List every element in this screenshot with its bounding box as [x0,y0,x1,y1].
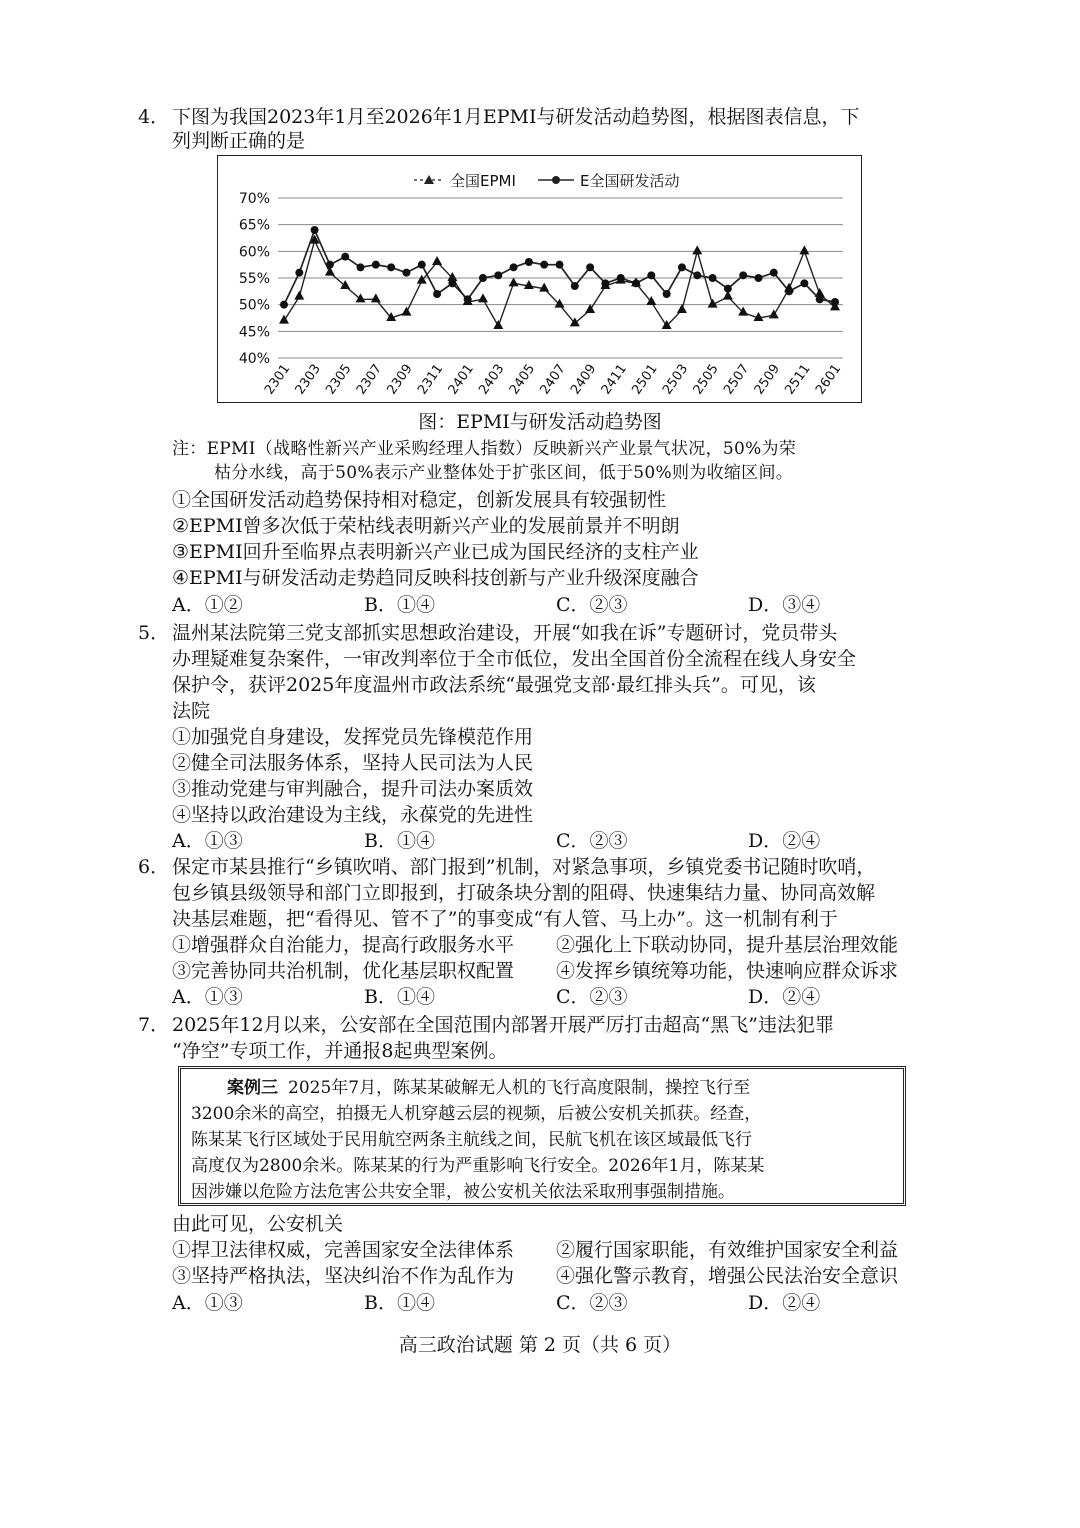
x-tick-label: 2503 [659,361,692,398]
q5-stem-line2: 办理疑难复杂案件，一审改判率位于全市低位，发出全国首份全流程在线人身安全 [172,648,857,670]
rd-point [693,271,701,279]
q7-stem-line1: 2025年12月以来，公安部在全国范围内部署开展严厉打击超高“黑飞”违法犯罪 [172,1014,834,1036]
epmi-point [524,280,534,289]
y-tick-label: 55% [238,271,270,287]
q5-stem-line3: 保护令，获评2025年度温州市政法系统“最强党支部·最红排头兵”。可见，该 [172,674,816,696]
q6-option-d[interactable]: D．②④ [748,986,821,1008]
q6-option-b[interactable]: B．①④ [364,986,435,1008]
rd-point [601,279,609,287]
epmi-chart [217,155,862,403]
rd-point [540,261,548,269]
q4-note-line2: 枯分水线，高于50%表示产业整体处于扩张区间，低于50%则为收缩区间。 [214,463,794,483]
q5-options [172,828,872,854]
case-line-3: 陈某某飞行区域处于民用航空两条主航线之间，民航飞机在该区域最低飞行 [191,1130,752,1150]
rd-point [831,298,839,306]
rd-point [402,269,410,277]
rd-point [418,261,426,269]
epmi-point [478,293,488,302]
epmi-series-line [284,241,835,326]
rd-point [433,290,441,298]
q6-stem-line1: 保定市某县推行“乡镇吹哨、部门报到”机制，对紧急事项，乡镇党委书记随时吹哨， [172,856,876,878]
epmi-point [356,293,366,302]
x-tick-label: 2307 [353,361,386,398]
rd-point [647,271,655,279]
q7-number: 7． [138,1014,170,1036]
rd-point [617,274,625,282]
q5-number: 5． [138,622,170,644]
epmi-point [294,291,304,300]
y-tick-label: 50% [238,297,270,314]
q4-option-c[interactable]: C．②③ [556,594,628,616]
q7-options [172,1290,872,1316]
q4-stem-line1: 下图为我国2023年1月至2026年1月EPMI与研发活动趋势图，根据图表信息，下 [172,106,860,128]
x-tick-label: 2401 [445,361,477,398]
x-tick-label: 2511 [782,361,814,398]
x-tick-label: 2411 [598,361,630,398]
q7-option-a[interactable]: A．①③ [172,1292,243,1314]
epmi-point [401,307,411,316]
case-box [178,1066,906,1206]
chart-caption: 图：EPMI与研发活动趋势图 [418,411,662,433]
page-footer: 高三政治试题 第 2 页（共 6 页） [398,1334,682,1356]
rd-point [494,271,502,279]
y-tick-label: 70% [238,191,270,207]
q6-options [172,984,872,1010]
x-tick-label: 2405 [506,361,539,398]
q6-statement-2: ②强化上下联动协同，提升基层治理效能 [556,934,899,956]
y-tick-label: 65% [238,217,270,234]
rd-point [510,263,518,271]
epmi-point [769,309,779,318]
epmi-point [371,293,381,302]
x-tick-label: 2505 [690,361,722,398]
case-title: 案例三 [227,1078,278,1098]
epmi-point [493,320,503,329]
legend-rd-label: E全国研发活动 [580,172,680,190]
q7-option-c[interactable]: C．②③ [556,1292,628,1314]
q5-statement-4: ④坚持以政治建设为主线，永葆党的先进性 [172,804,534,826]
q7-option-d[interactable]: D．②④ [748,1292,821,1314]
rd-point [632,279,640,287]
rd-point [357,263,365,271]
q4-note-line1: 注：EPMI（战略性新兴产业采购经理人指数）反映新兴产业景气状况，50%为荣 [172,439,797,459]
q7-statement-1: ①捍卫法律权威，完善国家安全法律体系 [172,1239,515,1261]
q4-number: 4． [138,106,170,128]
q6-option-a[interactable]: A．①③ [172,986,243,1008]
rd-point [739,271,747,279]
epmi-point [509,277,519,286]
x-tick-label: 2509 [751,361,784,398]
q4-statement-4: ④EPMI与研发活动走势趋同反映科技创新与产业升级深度融合 [172,567,699,589]
rd-point [678,263,686,271]
rd-point [295,269,303,277]
rd-point [770,269,778,277]
x-tick-label: 2305 [323,361,355,398]
q4-option-a[interactable]: A．①② [172,594,243,616]
epmi-chart-svg [218,156,860,401]
rd-point [709,274,717,282]
x-tick-label: 2409 [568,361,600,398]
q5-option-c[interactable]: C．②③ [556,830,628,852]
rd-point [479,274,487,282]
case-text-1: 2025年7月，陈某某破解无人机的飞行高度限制，操控飞行至 [288,1078,751,1098]
x-tick-label: 2311 [415,361,447,398]
rd-point [525,258,533,266]
epmi-point [677,304,687,313]
rd-point [586,263,594,271]
q4-option-d[interactable]: D．③④ [748,594,821,616]
rd-point [464,295,472,303]
epmi-point [692,245,702,254]
q6-number: 6． [138,856,170,878]
epmi-point [432,256,442,265]
q7-option-b[interactable]: B．①④ [364,1292,435,1314]
q6-statement-1: ①增强群众自治能力，提高行政服务水平 [172,934,515,956]
q7-statement-2: ②履行国家职能，有效维护国家安全利益 [556,1239,899,1261]
rd-point [785,287,793,295]
epmi-point [799,245,809,254]
epmi-point [539,283,549,292]
rd-point [800,279,808,287]
epmi-point [555,299,565,308]
q6-stem-line2: 包乡镇县级领导和部门立即报到，打破条块分割的阻碍、快速集结力量、协同高效解 [172,882,876,904]
rd-point [724,285,732,293]
y-tick-label: 45% [238,324,270,341]
x-tick-label: 2303 [292,361,324,398]
epmi-point [340,280,350,289]
case-line-2: 3200余米的高空，拍摄无人机穿越云层的视频，后被公安机关抓获。经查， [191,1104,762,1124]
x-tick-label: 2501 [629,361,661,398]
q5-statement-2: ②健全司法服务体系，坚持人民司法为人民 [172,752,534,774]
x-tick-label: 2407 [537,361,569,398]
q6-option-c[interactable]: C．②③ [556,986,628,1008]
q4-statement-2: ②EPMI曾多次低于荣枯线表明新兴产业的发展前景并不明朗 [172,515,680,537]
x-tick-label: 2403 [476,361,508,398]
rd-point [663,290,671,298]
q4-option-b[interactable]: B．①④ [364,594,435,616]
q6-statement-4: ④发挥乡镇统筹功能，快速响应群众诉求 [556,960,899,982]
rd-point [326,261,334,269]
rd-point [311,226,319,234]
y-tick-label: 40% [238,351,270,367]
q7-lead: 由此可见，公安机关 [172,1213,344,1235]
rd-point [387,263,395,271]
rd-point [571,282,579,290]
x-tick-label: 2309 [384,361,416,398]
x-tick-label: 2301 [262,361,294,398]
rd-point [556,261,564,269]
q4-stem-line2: 列判断正确的是 [172,130,306,152]
q6-stem-line3: 决基层难题，把“看得见、管不了”的事变成“有人管、马上办”。这一机制有利于 [172,908,838,930]
q5-stem-line4: 法院 [172,700,211,722]
q5-option-a[interactable]: A．①③ [172,830,243,852]
rd-point [816,295,824,303]
rd-point [754,274,762,282]
rd-point [448,279,456,287]
x-tick-label: 2507 [721,361,753,398]
q4-options [172,592,872,618]
rd-point [280,301,288,309]
q5-statement-1: ①加强党自身建设，发挥党员先锋模范作用 [172,726,534,748]
case-line-1 [191,1075,893,1101]
q4-statement-3: ③EPMI回升至临界点表明新兴产业已成为国民经济的支柱产业 [172,541,699,563]
y-tick-label: 60% [238,244,270,261]
q5-statement-3: ③推动党建与审判融合，提升司法办案质效 [172,778,534,800]
q4-statement-1: ①全国研发活动趋势保持相对稳定，创新发展具有较强韧性 [172,489,667,511]
x-tick-label: 2601 [813,361,845,398]
q7-statement-3: ③坚持严格执法，坚决纠治不作为乱作为 [172,1265,515,1287]
rd-point [372,261,380,269]
q5-option-b[interactable]: B．①④ [364,830,435,852]
q6-statement-3: ③完善协同共治机制，优化基层职权配置 [172,960,515,982]
rd-point [341,253,349,261]
q5-stem-line1: 温州某法院第三党支部抓实思想政治建设，开展“如我在诉”专题研讨，党员带头 [172,622,838,644]
legend-epmi-label: 全国EPMI [450,172,516,190]
case-line-5: 因涉嫌以危险方法危害公共安全罪，被公安机关依法采取刑事强制措施。 [191,1182,735,1202]
q7-stem-line2: “净空”专项工作，并通报8起典型案例。 [172,1040,508,1062]
case-line-4: 高度仅为2800余米。陈某某的行为严重影响飞行安全。2026年1月，陈某某 [191,1156,765,1176]
q5-option-d[interactable]: D．②④ [748,830,821,852]
q7-statement-4: ④强化警示教育，增强公民法治安全意识 [556,1265,899,1287]
legend-rd-marker [552,176,560,184]
